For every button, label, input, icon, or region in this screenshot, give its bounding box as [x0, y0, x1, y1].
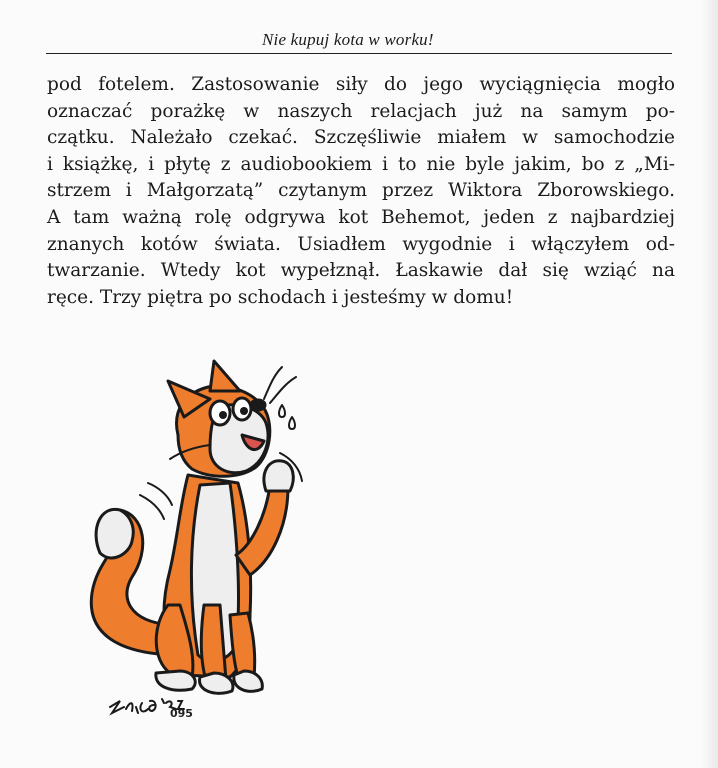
text-line: ręce. Trzy piętra po schodach i jesteśmy w domu! — [47, 286, 514, 308]
illustration-code: 095 — [170, 707, 193, 720]
text-line: oznaczać porażkę w naszych relacjach już na samym po- — [47, 100, 675, 122]
text-line: znanych kotów świata. Usiadłem wygodnie i włączyłem od- — [47, 233, 675, 255]
text-line: twarzanie. Wtedy kot wypełznął. Łaskawie dał się wziąć na — [47, 260, 675, 282]
cat-ear-right — [210, 361, 240, 391]
text-line: pod fotelem. Zastosowanie siły do jego wyciągnięcia mogło — [47, 74, 675, 95]
cat-tail-tip — [96, 509, 133, 558]
cat-nose — [251, 400, 265, 410]
text-line: i książkę, i płytę z audiobookiem i to nie byle jakim, bo z „Mi- — [47, 153, 675, 175]
body-paragraph — [47, 72, 675, 311]
cat-front-paw-right — [234, 671, 262, 691]
cat-front-leg-left — [201, 605, 226, 680]
running-header: Nie kupuj kota w worku! — [262, 30, 434, 49]
sweat-drops — [279, 405, 295, 429]
cat-illustration — [60, 355, 320, 725]
artist-signature — [108, 693, 208, 719]
text-line: czątku. Należało czekać. Szczęśliwie miałem w samochodzie — [47, 127, 675, 149]
text-line: strzem i Małgorzatą” czytanym przez Wiktora Zborowskiego. — [47, 180, 675, 202]
text-line: A tam ważną rolę odgrywa kot Behemot, jeden z najbardziej — [47, 206, 675, 228]
cat-back-paw — [156, 671, 195, 690]
page-edge-shadow — [700, 0, 718, 768]
header-rule — [46, 53, 672, 54]
cat-front-paw-left — [199, 673, 232, 693]
cat-raised-paw — [264, 461, 293, 491]
